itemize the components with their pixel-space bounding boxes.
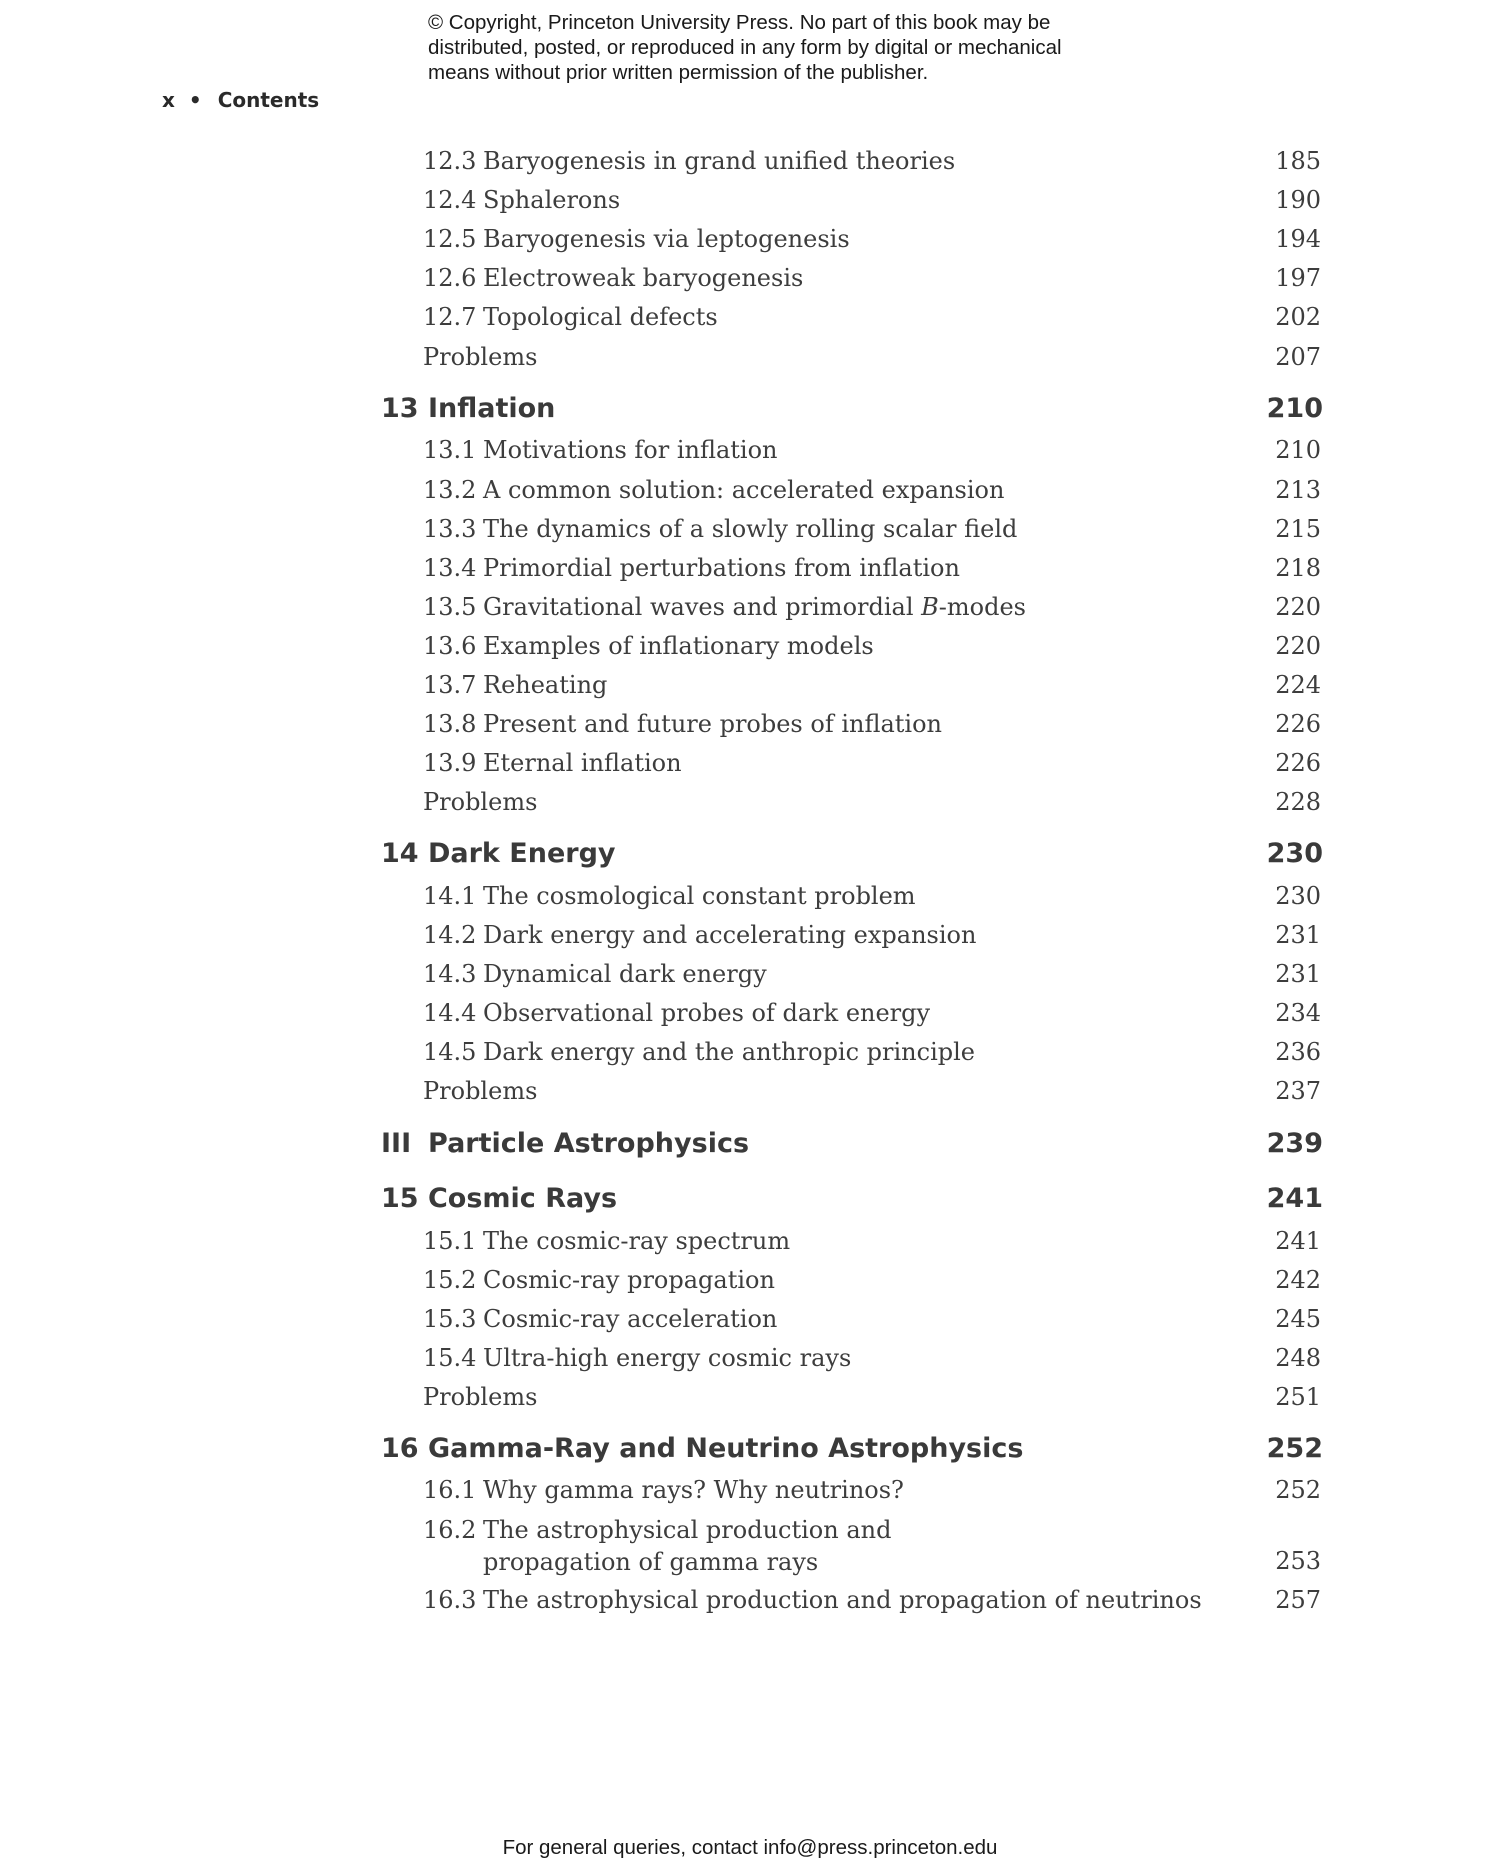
page-number: 207 (1275, 343, 1321, 371)
section-title: Eternal inflation (483, 749, 682, 777)
section-number: 12.6 (423, 264, 477, 292)
section-number: 16.1 (423, 1476, 477, 1504)
problems-title: Problems (423, 788, 538, 816)
page-number: 220 (1275, 632, 1321, 660)
section-title: Dark energy and accelerating expansion (483, 921, 977, 949)
section-title: The dynamics of a slowly rolling scalar field (483, 515, 1018, 543)
chapter-title: 13 Inflation (381, 393, 556, 424)
section-number: 16.2 (423, 1516, 477, 1544)
section-number: 15.1 (423, 1227, 477, 1255)
part-name: Particle Astrophysics (428, 1128, 750, 1159)
section-title: Primordial perturbations from inflation (483, 554, 960, 582)
page-number: 231 (1275, 921, 1321, 949)
section-number: 13.8 (423, 710, 477, 738)
section-number: 13.9 (423, 749, 477, 777)
section-title: Dark energy and the anthropic principle (483, 1038, 975, 1066)
section-title: Gravitational waves and primordial B-modes (483, 593, 1026, 621)
section-number: 14.2 (423, 921, 477, 949)
page-number: 234 (1275, 999, 1321, 1027)
section-number: 14.1 (423, 882, 477, 910)
page-number: 202 (1275, 303, 1321, 331)
running-head (162, 88, 319, 112)
page-number: 226 (1275, 710, 1321, 738)
section-title: A common solution: accelerated expansion (483, 476, 1005, 504)
section-title: Why gamma rays? Why neutrinos? (483, 1476, 904, 1504)
section-number: 15.2 (423, 1266, 477, 1294)
problems-title: Problems (423, 1383, 538, 1411)
section-number: 13.3 (423, 515, 477, 543)
section-title: Ultra-high energy cosmic rays (483, 1344, 852, 1372)
footer-contact: For general queries, contact info@press.princeton.edu (502, 1836, 998, 1859)
section-number: 13.2 (423, 476, 477, 504)
section-title: Topological defects (483, 303, 718, 331)
page-number: 231 (1275, 960, 1321, 988)
section-title: Examples of inflationary models (483, 632, 874, 660)
section-title: The cosmological constant problem (483, 882, 916, 910)
page-number: 197 (1275, 264, 1321, 292)
page-number: 248 (1275, 1344, 1321, 1372)
bullet-separator: • (188, 88, 202, 112)
page-number: 257 (1275, 1586, 1321, 1614)
section-title: Dynamical dark energy (483, 960, 767, 988)
page-number: 226 (1275, 749, 1321, 777)
problems-title: Problems (423, 1077, 538, 1105)
page-number: 241 (1266, 1183, 1323, 1214)
page-number: 242 (1275, 1266, 1321, 1294)
section-number: 13.1 (423, 436, 477, 464)
chapter-title: 16 Gamma-Ray and Neutrino Astrophysics (381, 1433, 1024, 1464)
section-number: 14.5 (423, 1038, 477, 1066)
page-number: 190 (1275, 186, 1321, 214)
section-number: 16.3 (423, 1586, 477, 1614)
page-number: 210 (1275, 436, 1321, 464)
section-title: Observational probes of dark energy (483, 999, 931, 1027)
chapter-title: 14 Dark Energy (381, 838, 616, 869)
page-number: 237 (1275, 1077, 1321, 1105)
copyright-line: means without prior written permission of the publisher. (428, 61, 929, 84)
part-title (381, 1126, 749, 1162)
running-head-label: Contents (217, 88, 320, 112)
copyright-line: © Copyright, Princeton University Press. No part of this book may be (428, 11, 1051, 34)
section-title: Cosmic-ray acceleration (483, 1305, 778, 1333)
copyright-notice (428, 10, 1128, 85)
copyright-line: distributed, posted, or reproduced in any form by digital or mechanical (428, 36, 1062, 59)
section-number: 13.6 (423, 632, 477, 660)
page-number: 194 (1275, 225, 1321, 253)
section-number: 12.7 (423, 303, 477, 331)
page-folio: x (162, 88, 175, 112)
page-number: 220 (1275, 593, 1321, 621)
page-number: 185 (1275, 147, 1321, 175)
page-number: 230 (1275, 882, 1321, 910)
page-number: 241 (1275, 1227, 1321, 1255)
section-title: Electroweak baryogenesis (483, 264, 804, 292)
page-number: 228 (1275, 788, 1321, 816)
section-title: Reheating (483, 671, 608, 699)
page-number: 236 (1275, 1038, 1321, 1066)
page-number: 252 (1266, 1433, 1323, 1464)
page-number: 224 (1275, 671, 1321, 699)
page-number: 253 (1275, 1547, 1321, 1575)
section-title: Motivations for inflation (483, 436, 778, 464)
section-title: Cosmic-ray propagation (483, 1266, 775, 1294)
page-number: 245 (1275, 1305, 1321, 1333)
part-number: III (381, 1128, 412, 1159)
section-title: The astrophysical production and propagation of neutrinos (483, 1586, 1202, 1614)
section-number: 13.5 (423, 593, 477, 621)
section-number: 13.7 (423, 671, 477, 699)
section-title: Baryogenesis via leptogenesis (483, 225, 850, 253)
page-number: 252 (1275, 1476, 1321, 1504)
section-title: Present and future probes of inflation (483, 710, 943, 738)
section-number: 12.3 (423, 147, 477, 175)
page-number: 215 (1275, 515, 1321, 543)
page-number: 239 (1266, 1128, 1323, 1159)
section-number: 13.4 (423, 554, 477, 582)
section-number: 12.5 (423, 225, 477, 253)
page-number: 218 (1275, 554, 1321, 582)
section-number: 15.3 (423, 1305, 477, 1333)
section-number: 12.4 (423, 186, 477, 214)
page-number: 210 (1266, 393, 1323, 424)
section-title: The astrophysical production and propagation of gamma rays (483, 1516, 892, 1576)
section-title: The cosmic-ray spectrum (483, 1227, 791, 1255)
problems-title: Problems (423, 343, 538, 371)
section-title: Baryogenesis in grand unified theories (483, 147, 956, 175)
italic-b: B (921, 593, 939, 621)
section-number: 15.4 (423, 1344, 477, 1372)
page-number: 213 (1275, 476, 1321, 504)
page-number: 230 (1266, 838, 1323, 869)
page-number: 251 (1275, 1383, 1321, 1411)
section-number: 14.3 (423, 960, 477, 988)
section-number: 14.4 (423, 999, 477, 1027)
chapter-title: 15 Cosmic Rays (381, 1183, 618, 1214)
section-title: Sphalerons (483, 186, 621, 214)
